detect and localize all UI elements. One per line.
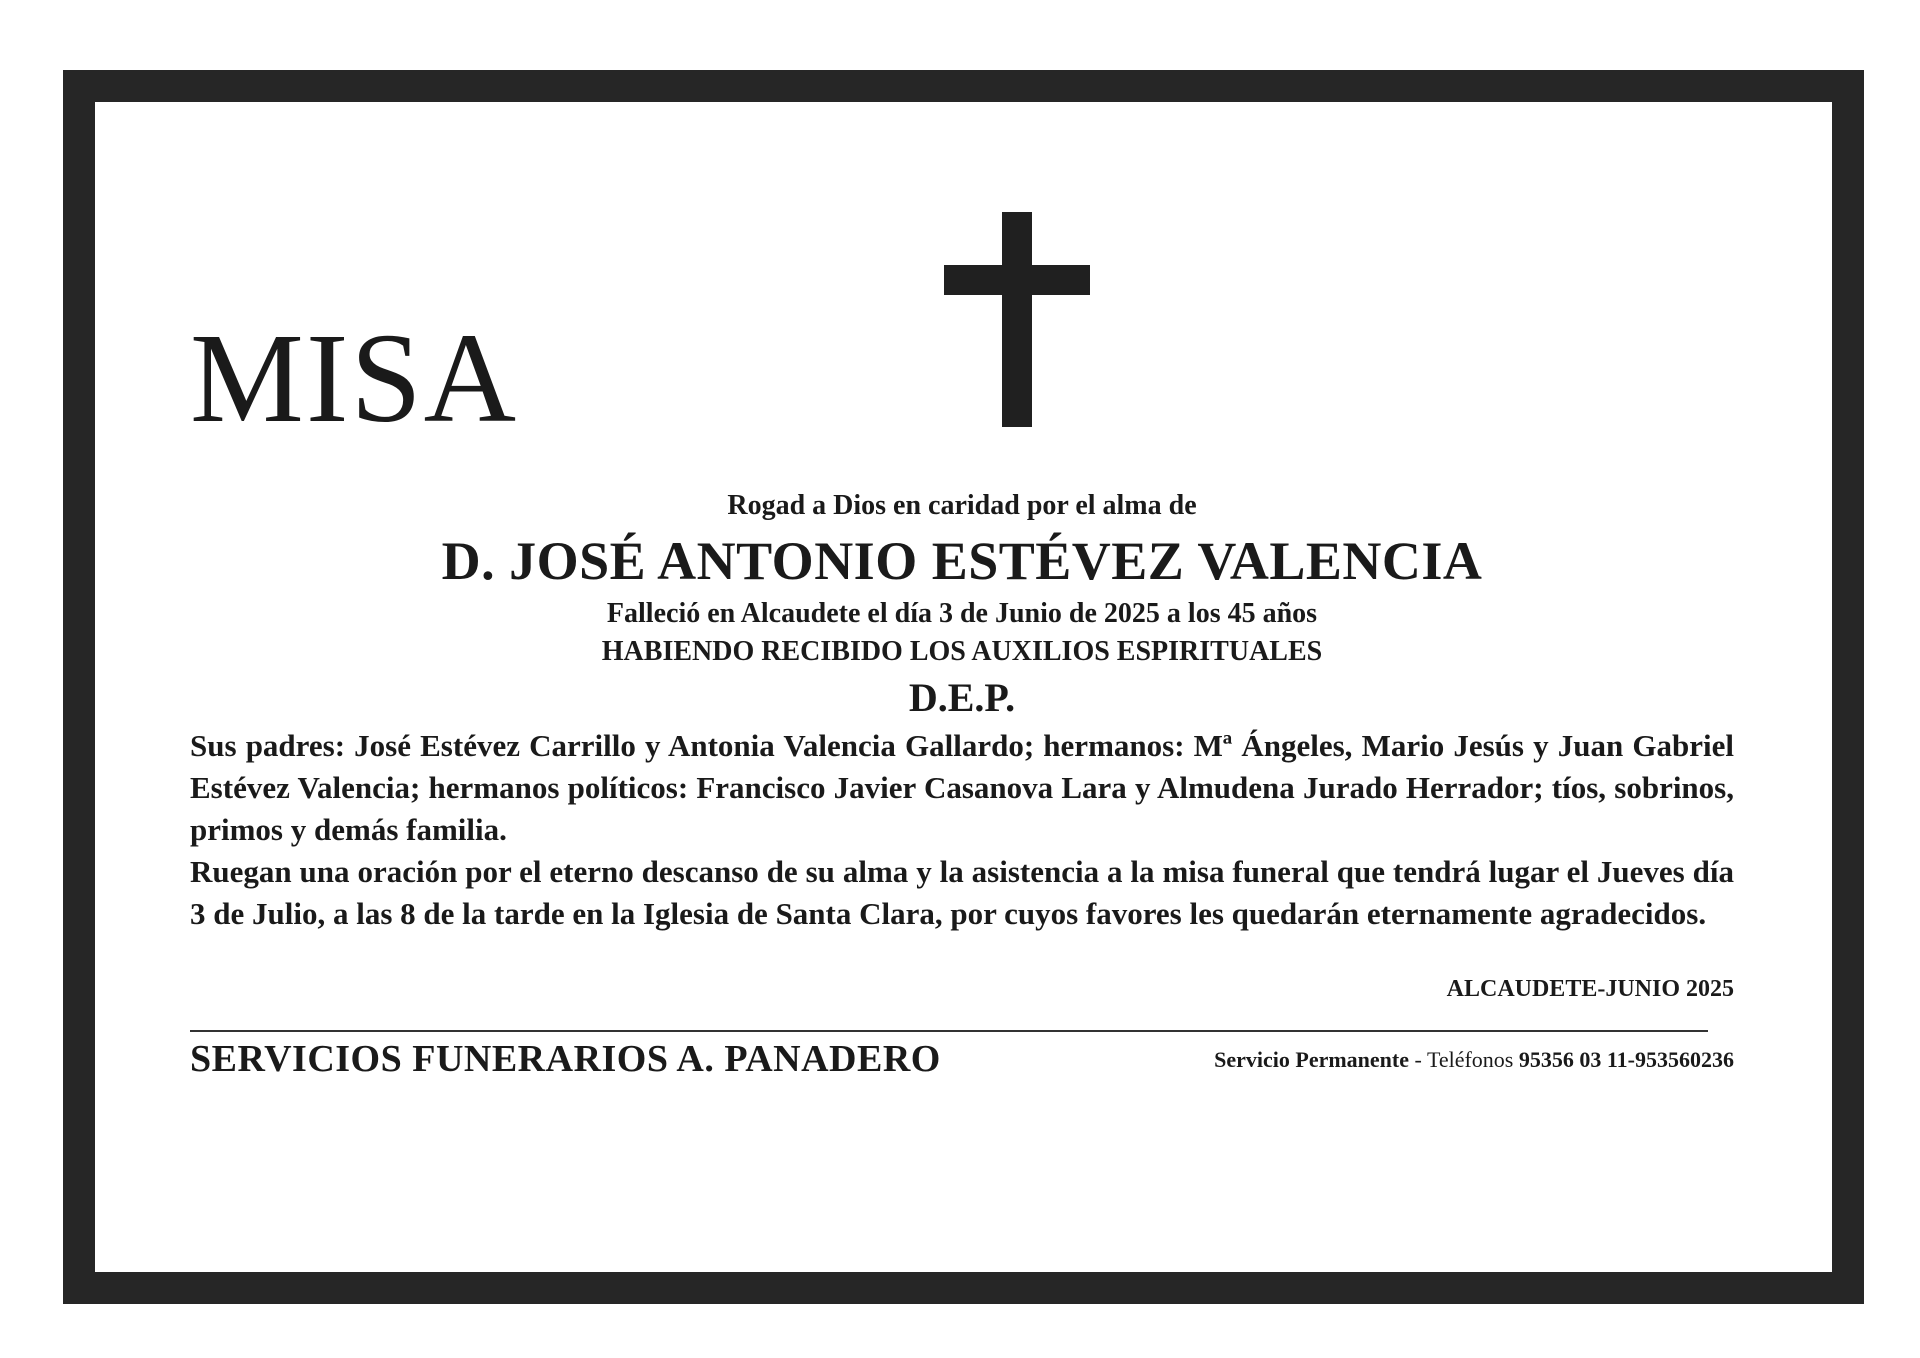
notice-body [190,725,1734,935]
place-date: ALCAUDETE-JUNIO 2025 [1446,976,1734,1002]
funeral-home-name: SERVICIOS FUNERARIOS A. PANADERO [190,1038,941,1080]
intro-line: Rogad a Dios en caridad por el alma de [727,490,1197,521]
cross-vertical-bar [1002,212,1032,427]
deceased-name: D. JOSÉ ANTONIO ESTÉVEZ VALENCIA [441,531,1483,591]
page-title: MISA [190,307,519,449]
phone-numbers: 95356 03 11-953560236 [1518,1047,1734,1072]
contact-info [1214,1047,1734,1073]
service-label: Servicio Permanente [1214,1047,1409,1072]
rip-abbreviation: D.E.P. [908,675,1016,720]
death-info: Falleció en Alcaudete el día 3 de Junio de 2025 a los 45 años [606,598,1318,629]
contact-separator: - [1409,1047,1427,1072]
phones-label: Teléfonos [1426,1047,1514,1072]
request-paragraph: Ruegan una oración por el eterno descanso de su alma y la asistencia a la misa funeral que tendrá lugar el Jueves día 3 de Julio, a las 8 de la tarde en la Iglesia de Santa Clara, por cuyos favores les quedarán eternamente agradecidos. [190,854,1734,931]
cross-horizontal-bar [944,265,1090,295]
family-paragraph: Sus padres: José Estévez Carrillo y Antonia Valencia Gallardo; hermanos: Mª Ángeles, Mario Jesús y Juan Gabriel Estévez Valencia; hermanos políticos: Francisco Javier Casanova Lara y Almudena Jurado Herrador; tíos, sobrinos, primos y demás familia. [190,728,1734,847]
cross-icon [944,212,1090,427]
divider [190,1030,1708,1032]
spiritual-aid-line: HABIENDO RECIBIDO LOS AUXILIOS ESPIRITUALES [601,636,1323,667]
